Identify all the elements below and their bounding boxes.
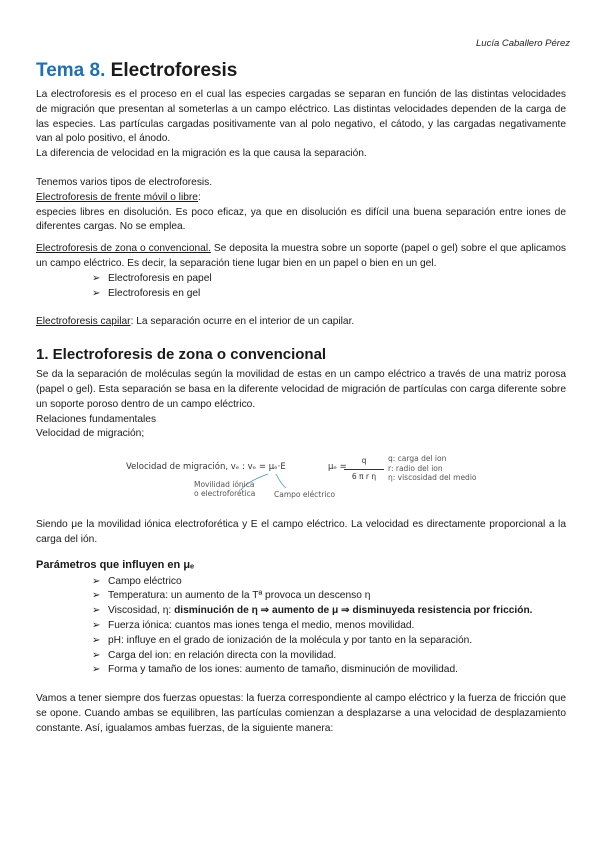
final-paragraph: Vamos a tener siempre dos fuerzas opuestas: la fuerza correspondiente al campo eléctrico y la fuerza de fricción que se opone. Cuando ambas se equilibren, las partículas comienzan a desplazarse a una velocidad de desplazamiento constante. Así, igualamos ambas fuerzas, de la siguiente manera: (36, 693, 566, 734)
section-heading: 1. Electroforesis de zona o convencional (36, 346, 327, 364)
list-item: ➢ Carga del ion: en relación directa con la movilidad. (92, 649, 566, 664)
params-list (36, 575, 566, 679)
arrow-bullet-icon: ➢ (92, 664, 101, 676)
list-item: ➢ Forma y tamaño de los iones: aumento de tamaño, disminución de movilidad. (92, 663, 566, 678)
list-item: ➢ Campo eléctrico (92, 575, 566, 590)
arrow-bullet-icon: ➢ (92, 272, 101, 284)
relations-label: Relaciones fundamentales (36, 413, 157, 425)
page-title (36, 60, 566, 82)
params-heading: Parámetros que influyen en μₑ (36, 558, 195, 571)
velocity-formula: Velocidad de migración, vₑ : vₑ = μₑ·E (126, 462, 286, 473)
zone-text: Se deposita la muestra sobre un soporte (papel o gel) sobre el que aplicamos un campo eléctrico. Es decir, la separación tiene lugar bien en un papel o bien en un gel. (36, 243, 567, 269)
zone-title: Electroforesis de zona o convencional. (36, 243, 211, 255)
velocity-label: Velocidad de migración; (36, 428, 145, 440)
arrow-bullet-icon: ➢ (92, 605, 101, 617)
list-item: ➢ Viscosidad, η: disminución de η ⇒ aumento de μ ⇒ disminuyeda resistencia por fricción. (92, 604, 566, 619)
title-number: Tema 8. (36, 60, 106, 81)
arrow-bullet-icon: ➢ (92, 649, 101, 661)
title-text: Electroforesis (110, 60, 238, 81)
arrow-bullet-icon: ➢ (92, 287, 101, 299)
formula-legend: q: carga del ion r: radio del ion η: viscosidad del medio (388, 454, 477, 483)
zone-electrophoresis (36, 242, 566, 272)
formula-explanation: Siendo μe la movilidad iónica electroforética y E el campo eléctrico. La velocidad es directamente proporcional a la carga del ión. (36, 519, 566, 545)
mobility-formula: μₑ = (328, 462, 347, 473)
zone-list (36, 272, 566, 302)
list-item: ➢ Electroforesis en gel (92, 287, 566, 302)
list-item: ➢ Temperatura: un aumento de la Tª provoca un descenso η (92, 589, 566, 604)
section-paragraph: Se da la separación de moléculas según la movilidad de estas en un campo eléctrico a través de una matriz porosa (papel o gel). Esta separación se basa en la diferente velocidad de migración de partículas con carga diferente sobre un soporte poroso dentro de un campo eléctrico. (36, 369, 566, 410)
intro-paragraph: La electroforesis es el proceso en el cual las especies cargadas se separan en función de las distintas velocidades de migración que presentan al someterlas a un campo eléctrico. Las distintas velocidades dependen de la carga de las especies. Las partículas cargadas positivamente van al polo negativo, el cátodo, y las cargadas negativamente van al polo positivo, el ánodo. (36, 89, 566, 145)
document-body (36, 60, 566, 737)
author-name: Lucía Caballero Pérez (476, 38, 570, 49)
free-title: Electroforesis de frente móvil o libre (36, 191, 198, 203)
list-item: ➢ Electroforesis en papel (92, 272, 566, 287)
free-text: especies libres en disolución. Es poco eficaz, ya que en disolución es difícil una buena separación entre iones de diferentes cargas. No se emplea. (36, 206, 566, 233)
mobility-fraction: $\frac{q}{\text{6 π r η}}$ (344, 454, 384, 485)
intro-paragraph-2: La diferencia de velocidad en la migración es la que causa la separación. (36, 148, 367, 160)
velocity-formula-figure (36, 452, 566, 510)
arrow-bullet-icon: ➢ (92, 619, 101, 631)
mobility-label: Movilidad iónica o electroforética (194, 480, 256, 499)
capillary-electrophoresis: Electroforesis capilar: La separación ocurre en el interior de un capilar. (36, 316, 355, 328)
arrow-bullet-icon: ➢ (92, 634, 101, 646)
free-electrophoresis: Electroforesis de frente móvil o libre: (36, 191, 201, 203)
arrow-bullet-icon: ➢ (92, 590, 101, 602)
field-label: Campo eléctrico (274, 490, 336, 500)
types-intro: Tenemos varios tipos de electroforesis. (36, 176, 213, 188)
list-item: ➢ Fuerza iónica: cuantos mas iones tenga el medio, menos movilidad. (92, 619, 566, 634)
arrow-bullet-icon: ➢ (92, 575, 101, 587)
capillary-title: Electroforesis capilar (36, 316, 131, 328)
list-item: ➢ pH: influye en el grado de ionización de la molécula y por tanto en la separación. (92, 634, 566, 649)
